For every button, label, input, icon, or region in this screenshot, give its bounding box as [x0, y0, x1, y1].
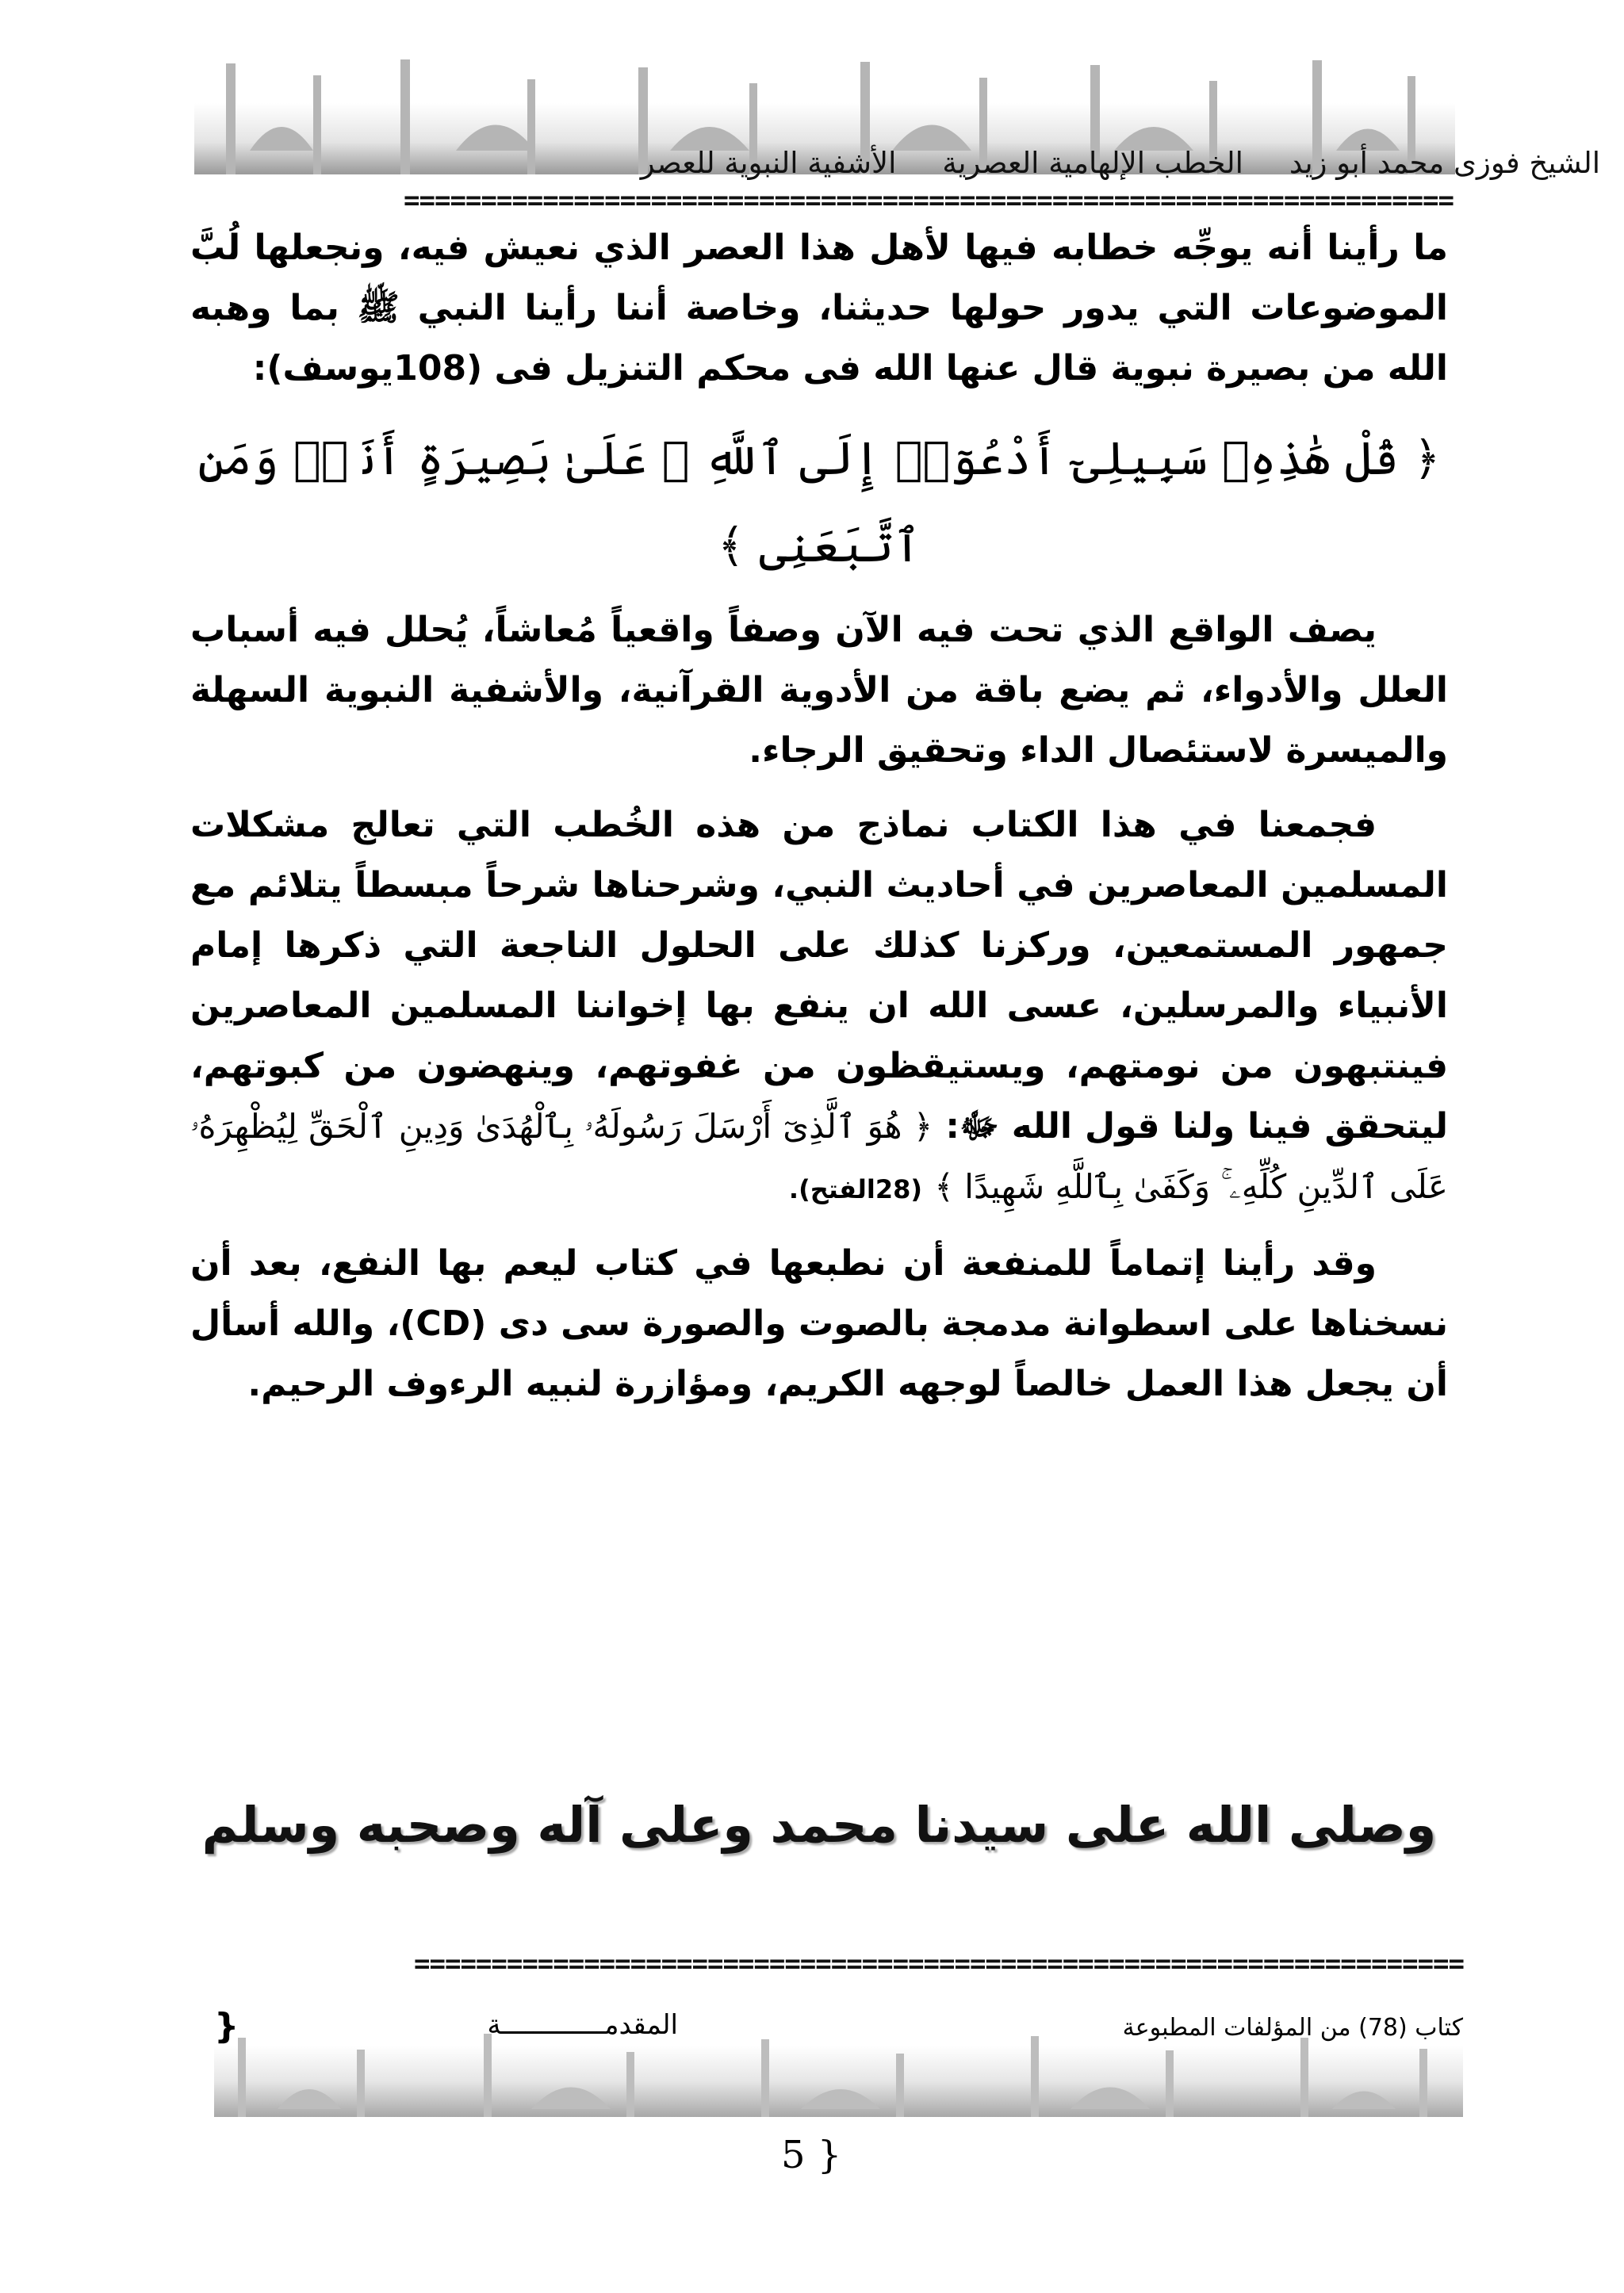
header-titles	[363, 135, 1600, 190]
closing-prayer: وصلى الله على سيدنا محمد وعلى آله وصحبه وسلم	[201, 1796, 1437, 1854]
paragraph-4: وقد رأينا إتماماً للمنفعة أن نطبعها في كتاب ليعم بها النفع، بعد أن نسخناها على اسطوانة مدمجة بالصوت والصورة سى دى (CD)، والله أسأل أن يجعل هذا العمل خالصاً لوجهه الكريم، ومؤازرة لنبيه الرءوف الرحيم.	[190, 1243, 1449, 1404]
page-footer	[214, 1990, 1463, 2117]
verse-reference: (28الفتح).	[788, 1174, 922, 1204]
footer-divider: ====================================================================	[414, 1950, 1464, 1980]
header-author: الشيخ فوزى محمد أبو زيد	[1289, 145, 1600, 180]
footer-section-name: المقدمـــــــــــــة	[487, 2009, 678, 2041]
paragraph-2: يصف الواقع الذي تحت فيه الآن وصفاً واقعياً مُعاشاً، يُحلل فيه أسباب العلل والأدواء، ثم يضع باقة من الأدوية القرآنية، والأشفية النبوية السهلة والميسرة لاستئصال الداء وتحقيق الرجاء.	[190, 610, 1448, 771]
paragraph-3	[190, 795, 1448, 1219]
footer-book-info: كتاب (78) من المؤلفات المطبوعة	[1122, 2014, 1463, 2042]
page-content	[190, 218, 1448, 1414]
footer-row	[214, 2006, 1463, 2054]
page-number: 5 }	[781, 2133, 842, 2177]
header-series: الخطب الإلهامية العصرية	[942, 145, 1243, 180]
quran-verse-fath: ﴿ هُوَ ٱلَّذِىٓ أَرْسَلَ رَسُولَهُۥ بِٱلْهُدَىٰ وَدِينِ ٱلْحَقِّ لِيُظْهِرَهُۥ عَلَى ٱلدِّينِ كُلِّهِۦ ۚ وَكَفَىٰ بِٱللَّهِ شَهِيدًا ﴾	[190, 1107, 1448, 1206]
footer-brace: {	[214, 2006, 239, 2046]
header-divider: ====================================================================	[404, 187, 1454, 216]
quran-verse-yusuf: ﴿ قُلْ هَٰذِهِۦ سَبِيلِىٓ أَدْعُوٓا۟ إِلَى ٱللَّهِ ۚ عَلَىٰ بَصِيرَةٍ أَنَا۠ وَمَنِ ٱتَّبَعَنِى ﴾	[197, 431, 1441, 572]
header-book-title: الأشفية النبوية للعصر	[640, 145, 897, 180]
paragraph-1: ما رأينا أنه يوجِّه خطابه فيها لأهل هذا العصر الذي نعيش فيه، ونجعلها لُبَّ الموضوعات التي يدور حولها حديثنا، وخاصة أننا رأينا النبي ﷺ بما وهبه الله من بصيرة نبوية قال عنها الله فى محكم التنزيل فى (108يوسف):	[190, 228, 1448, 389]
paragraph-3-text: فجمعنا في هذا الكتاب نماذج من هذه الخُطب التي تعالج مشكلات المسلمين المعاصرين في أحاديث النبي، وشرحناها شرحاً مبسطاً يتلائم مع جمهور المستمعين، وركزنا كذلك على الحلول الناجعة التي ذكرها إمام الأنبياء والمرسلين، عسى الله ان ينفع بها إخواننا المسلمين المعاصرين فينتبهون من نومتهم، ويستيقظون من غفوتهم، وينهضون من كبوتهم، ليتحقق فينا ولنا قول الله ﷻ:	[190, 805, 1448, 1146]
